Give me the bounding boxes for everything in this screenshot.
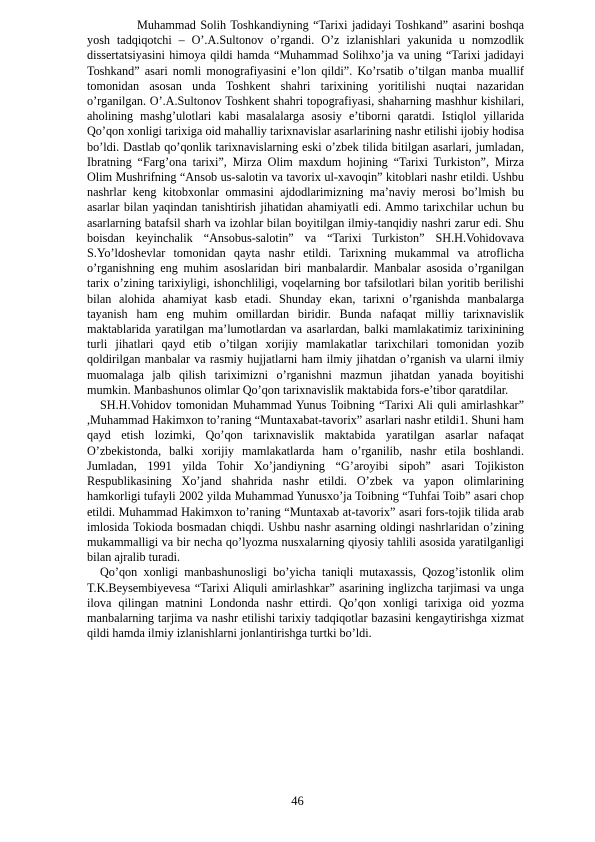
body-text bbox=[87, 18, 524, 641]
page-number: 46 bbox=[291, 794, 304, 808]
paragraph-2: SH.H.Vohidov tomonidan Muhammad Yunus Toibning “Tarixi Ali quli amirlashkar” ,Muhammad Hakimxon to’raning “Muntaxabat-tavorix” asarlari nashr etildi1. Shuni ham qayd etish lozimki, Qo’qon tarixnavislik maktabida yaratilgan asarlar nafaqat O’zbekistonda, balki xorijiy mamlakatlarda ham o’rganilib, nashr etila boshlandi. Jumladan, 1991 yilda Tohir Xo’jandiyning “G’aroyibi sipoh” asari Tojikiston Respublikasining Xo’jand shahrida nashr etildi. O’zbek va yapon olimlarining hamkorligi tufayli 2002 yilda Muhammad Yunusxo’ja Toibning “Tuhfai Toib” asari chop etildi. Muhammad Hakimxon to’raning “Muntaxab at-tavorix” asari fors-tojik tilida arab imlosida Tokioda bosmadan chiqdi. Ushbu nashr asarning oldingi nashrlaridan o’zining mukammalligi va bir necha qo’lyozma nusxalarning qiyosiy tahlili asosida yaratilganligi bilan ajralib turadi. bbox=[87, 398, 524, 565]
paragraph-3: Qo’qon xonligi manbashunosligi bo’yicha taniqli mutaxassis, Qozog’istonlik olim T.K.Beysembiyevesa “Tarixi Aliquli amirlashkar” asarining inglizcha tarjimasi va unga ilova qilingan matnini Londonda nashr ettirdi. Qo’qon xonligi tarixiga oid yozma manbalarning tarjima va nashr etilishi tarixiy tadqiqotlar bazasini kengaytirishga xizmat qildi hamda ilmiy izlanishlarni jonlantirishga turtki bo’ldi. bbox=[87, 565, 524, 641]
paragraph-1: Muhammad Solih Toshkandiyning “Tarixi jadidayi Toshkand” asarini boshqa yosh tadqiqotchi – O’.A.Sultonov o’rgandi. O’z izlanishlari yakunida u nomzodlik dissertatsiyasini himoya qildi hamda “Muhammad Solihxo’ja va uning “Tarixi jadidayi Toshkand” asari nomli monografiyasini e’lon qildi”. Ko’rsatib o’tilgan manba muallif tomonidan asosan unda Toshkent shahri tarixining yoritilishi nuqtai nazaridan o’rganilgan. O’.A.Sultonov Toshkent shahri topografiyasi, shaharning mashhur kishilari, aholining mashg’ulotlari kabi masalalarga asosiy e’tiborni qaratdi. Istiqlol yillarida Qo’qon xonligi tarixiga oid mahalliy tarixnavislar asarlarining nashr etilishi ijobiy hodisa bo’ldi. Dastlab qo’qonlik tarixnavislarning eski o’zbek tilida bitilgan asarlari, jumladan, Ibratning “Farg’ona tarixi”, Mirza Olim maxdum hojining “Tarixi Turkiston”, Mirza Olim Mushrifning “Ansob us-salotin va tavorix ul-xavoqin” kitoblari nashr etildi. Ushbu nashrlar keng kitobxonlar ommasini ajdodlarimizning ma’naviy merosi bo’lmish bu asarlar bilan yaqindan tanishtirish jihatidan ahamiyatli edi. Ammo tarixchilar uchun bu asarlarning batafsil sharh va izohlar bilan boyitilgan ilmiy-tanqidiy nashri zarur edi. Shu boisdan keyinchalik “Ansobus-salotin” va “Tarixi Turkiston” SH.H.Vohidovava S.Yo’ldoshevlar tomonidan qayta nashr etildi. Tarixning mukammal va atroflicha o’rganishning eng muhim asoslaridan biri manbalardir. Manbalar asosida o’rganilgan tarix o’zining tarixiyligi, ishonchliligi, voqelarning bor tafsilotlari bilan yoritib berilishi bilan alohida ahamiyat kasb etadi. Shunday ekan, tarixni o’rganishda manbalarga tayanish ham eng muhim omillardan biridir. Bunda nafaqat milliy tarixnavislik maktablarida yaratilgan ma’lumotlardan va asarlardan, balki mamlakatimiz tarixinining turli jihatlari qayd etib o’tilgan xorijiy mamlakatlar tarixchilari tomonidan yozib qoldirilgan manbalar va rasmiy hujjatlarni ham ilmiy jihatdan o’rganish va ularni ilmiy muomalaga jalb qilish tariximizni o’rganishni mazmun jihatdan yanada boyitishi mumkin. Manbashunos olimlar Qo’qon tarixnavislik maktabida fors-e’tibor qaratdilar. bbox=[87, 18, 524, 397]
